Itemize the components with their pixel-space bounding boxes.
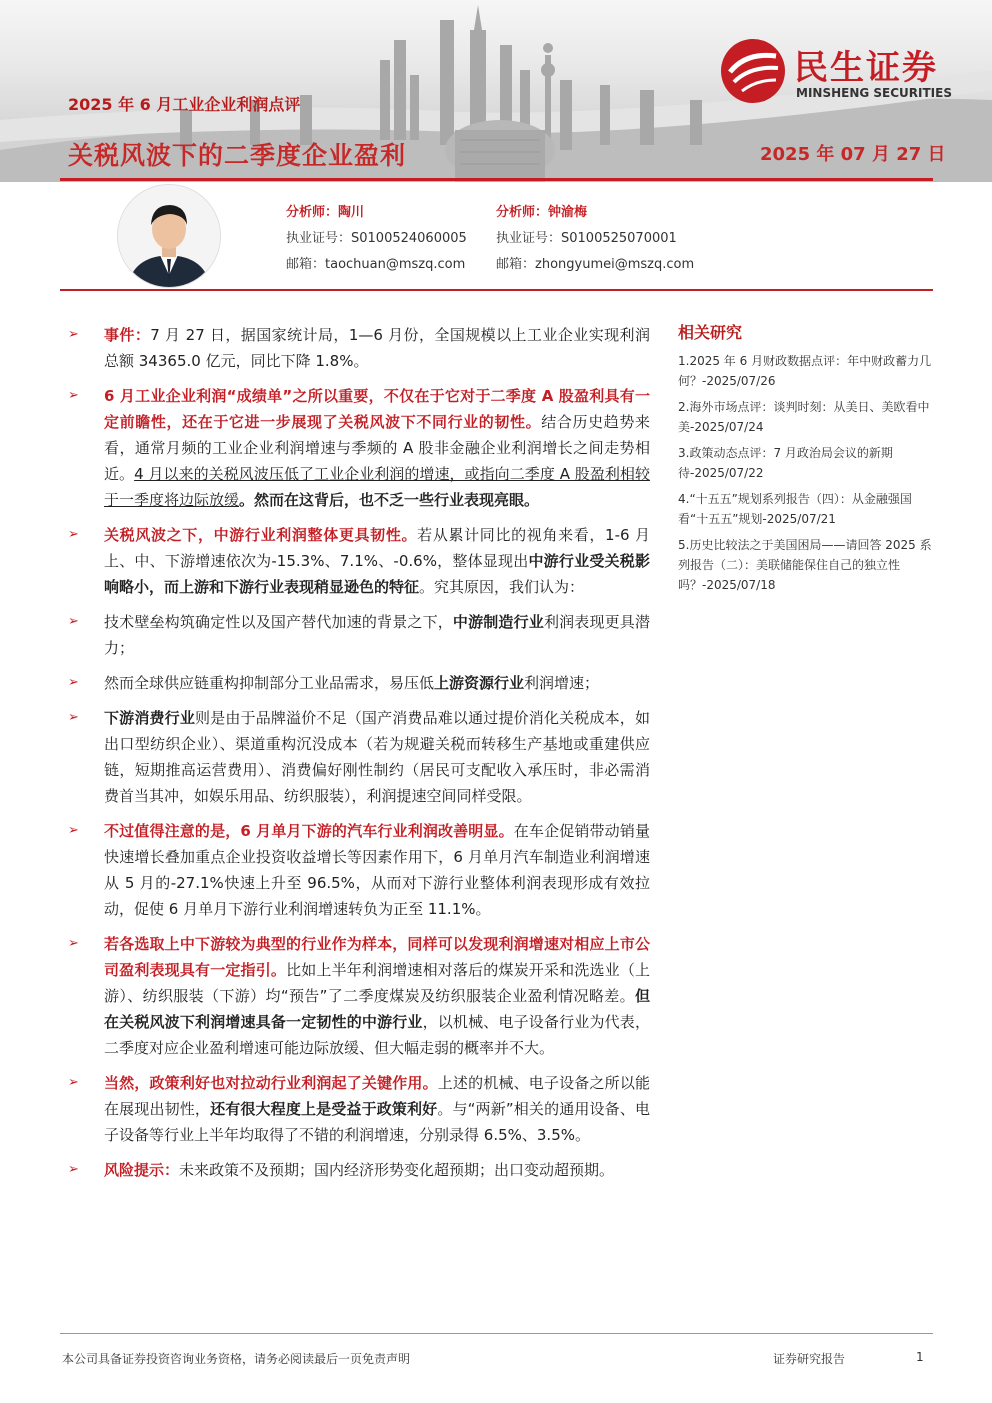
paragraph-text-segment: 4 月以来的关税风波压低了工业企业利润的增速，或指向二季度 A 股盈利相较于一季度将边际放缓 [104,465,650,509]
paragraph-text-segment: 若从累计同比的视角来看，1-6 月上、中、下游增速依次为-15.3%、7.1%、-0.6%，整体显现出 [104,526,650,570]
paragraph-text-segment: 但在关税风波下利润增速具备一定韧性的中游行业 [104,987,650,1031]
bullet-paragraph [68,383,650,513]
paragraph-text-segment: 中游制造行业 [452,613,544,631]
analyst-name: 分析师：钟渝梅 [496,205,588,220]
analyst-cert-number: 执业证号：S0100524060005 [286,231,467,246]
report-body [68,322,650,1192]
bullet-arrow-icon: ➢ [68,388,79,403]
analyst-name: 分析师：陶川 [286,205,365,220]
analyst-card-1 [286,200,467,278]
paragraph-text-segment: 结合历史趋势来看，通常月频的工业企业利润增速与季频的 A 股非金融企业利润增长之间走势相近。 [104,413,650,483]
analyst-email[interactable]: 邮箱：zhongyumei@mszq.com [496,257,695,272]
footer-divider [60,1333,933,1334]
bullet-paragraph [68,1157,650,1183]
logo-english-name: MINSHENG SECURITIES [796,86,952,100]
bullet-paragraph [68,931,650,1061]
related-research-item[interactable]: 1.2025 年 6 月财政数据点评：年中财政蓄力几何？-2025/07/26 [678,354,932,388]
analyst-email[interactable]: 邮箱：taochuan@mszq.com [286,257,466,272]
bullet-paragraph [68,609,650,661]
bullet-paragraph [68,322,650,374]
paragraph-text-segment: 中游行业受关税影响略小，而上游和下游行业表现稍显逊色的特征 [104,552,650,596]
paragraph-text-segment: 技术壁垒构筑确定性以及国产替代加速的背景之下， [104,613,453,631]
paragraph-text-segment: 。与“两新”相关的通用设备、电子设备等行业上半年均取得了不错的利润增速，分别录得 6.5%、3.5%。 [104,1100,650,1144]
bullet-paragraph [68,705,650,809]
bullet-arrow-icon: ➢ [68,614,79,629]
paragraph-text-segment: 若各选取上中下游较为典型的行业作为样本，同样可以发现利润增速对相应上市公司盈利表现具有一定指引。 [104,935,650,979]
paragraph-text-segment: ，以机械、电子设备行业为代表，二季度对应企业盈利增速可能边际放缓、但大幅走弱的概率并不大。 [104,1013,650,1057]
paragraph-text-segment: 比如上半年利润增速相对落后的煤炭开采和洗选业（上游）、纺织服装（下游）均“预告”了二季度煤炭及纺织服装企业盈利情况略差。 [104,961,650,1005]
paragraph-text-segment: 上述的机械、电子设备之所以能在展现出韧性， [104,1074,650,1118]
header-divider [60,178,933,181]
related-research-title: 相关研究 [678,323,743,342]
paragraph-text-segment: 关税风波之下，中游行业利润整体更具韧性。 [104,526,418,544]
bullet-paragraph [68,522,650,600]
paragraph-text-segment: 下游消费行业 [104,709,196,727]
paragraph-text-segment: 上游资源行业 [434,674,525,692]
report-title: 关税风波下的二季度企业盈利 [68,141,407,170]
paragraph-text-segment: 利润表现更具潜力； [104,613,650,657]
paragraph-text-segment: 然而全球供应链重构抑制部分工业品需求，易压低 [104,674,435,692]
bullet-arrow-icon: ➢ [68,710,79,725]
footer-report-type: 证券研究报告 [773,1352,846,1366]
paragraph-text-segment: 风险提示： [104,1161,180,1179]
analyst-cert-number: 执业证号：S0100525070001 [496,231,677,246]
paragraph-text-segment: 当然，政策利好也对拉动行业利润起了关键作用。 [104,1074,438,1092]
paragraph-text-segment: 6 月工业企业利润“成绩单”之所以重要，不仅在于它对于二季度 A 股盈利具有一定前瞻性，还在于它进一步展现了关税风波下不同行业的韧性。 [104,387,650,431]
related-research-item[interactable]: 2.海外市场点评：谈判时刻：从美日、美欧看中美-2025/07/24 [678,400,930,434]
bullet-paragraph [68,818,650,922]
related-research-item[interactable]: 3.政策动态点评：7 月政治局会议的新期待-2025/07/22 [678,446,893,480]
related-research-item[interactable]: 4.“十五五”规划系列报告（四）：从金融强国看“十五五”规划-2025/07/21 [678,492,912,526]
paragraph-text-segment: 事件： [104,326,151,344]
report-header [0,0,992,182]
bullet-arrow-icon: ➢ [68,1162,79,1177]
paragraph-text-segment: 不过值得注意的是，6 月单月下游的汽车行业利润改善明显。 [104,822,514,840]
analyst-avatar [117,184,221,288]
paragraph-text-segment: 还有很大程度上是受益于政策利好 [210,1100,438,1118]
bullet-arrow-icon: ➢ [68,936,79,951]
analyst-portrait-icon [118,185,220,287]
paragraph-text-segment: 未来政策不及预期；国内经济形势变化超预期；出口变动超预期。 [179,1161,615,1179]
minsheng-emblem-icon [720,38,786,104]
bullet-arrow-icon: ➢ [68,327,79,342]
bullet-arrow-icon: ➢ [68,823,79,838]
related-research [678,320,934,601]
paragraph-text-segment: 。究其原因，我们认为： [419,578,585,596]
paragraph-text-segment: 在车企促销带动销量快速增长叠加重点企业投资收益增长等因素作用下，6 月单月汽车制造业利润增速从 5 月的-27.1%快速上升至 96.5%，从而对下游行业整体利润表现形成有效拉动，促使 6 月单月下游行业利润增速转负为正至 11.1%。 [104,822,650,918]
paragraph-text-segment: 利润增速； [524,674,600,692]
footer-disclaimer: 本公司具备证券投资咨询业务资格，请务必阅读最后一页免责声明 [62,1352,411,1366]
report-date: 2025 年 07 月 27 日 [760,144,946,165]
bullet-paragraph [68,1070,650,1148]
paragraph-text-segment: 则是由于品牌溢价不足（国产消费品难以通过提价消化关税成本，如出口型纺织企业）、渠道重构沉没成本（若为规避关税而转移生产基地或重建供应链，短期推高运营费用）、消费偏好刚性制约（居民可支配收入承压时，非必需消费首当其冲，如娱乐用品、纺织服装），利润提速空间同样受限。 [104,709,650,805]
paragraph-text-segment: 7 月 27 日，据国家统计局，1—6 月份，全国规模以上工业企业实现利润总额 34365.0 亿元，同比下降 1.8%。 [104,326,650,370]
report-subtitle: 2025 年 6 月工业企业利润点评 [68,95,301,114]
logo-chinese-name: 民生证券 [794,48,938,88]
analyst-divider [60,289,933,291]
bullet-arrow-icon: ➢ [68,527,79,542]
bullet-paragraph [68,670,650,696]
company-logo [720,38,970,108]
analyst-card-2 [496,200,694,278]
paragraph-text-segment: 。然而在这背后，也不乏一些行业表现亮眼。 [239,491,540,509]
bullet-arrow-icon: ➢ [68,675,79,690]
page-number: 1 [916,1350,924,1364]
related-research-item[interactable]: 5.历史比较法之于美国困局——请回答 2025 系列报告（二）：美联储能保住自己的独立性吗？-2025/07/18 [678,538,932,592]
bullet-arrow-icon: ➢ [68,1075,79,1090]
